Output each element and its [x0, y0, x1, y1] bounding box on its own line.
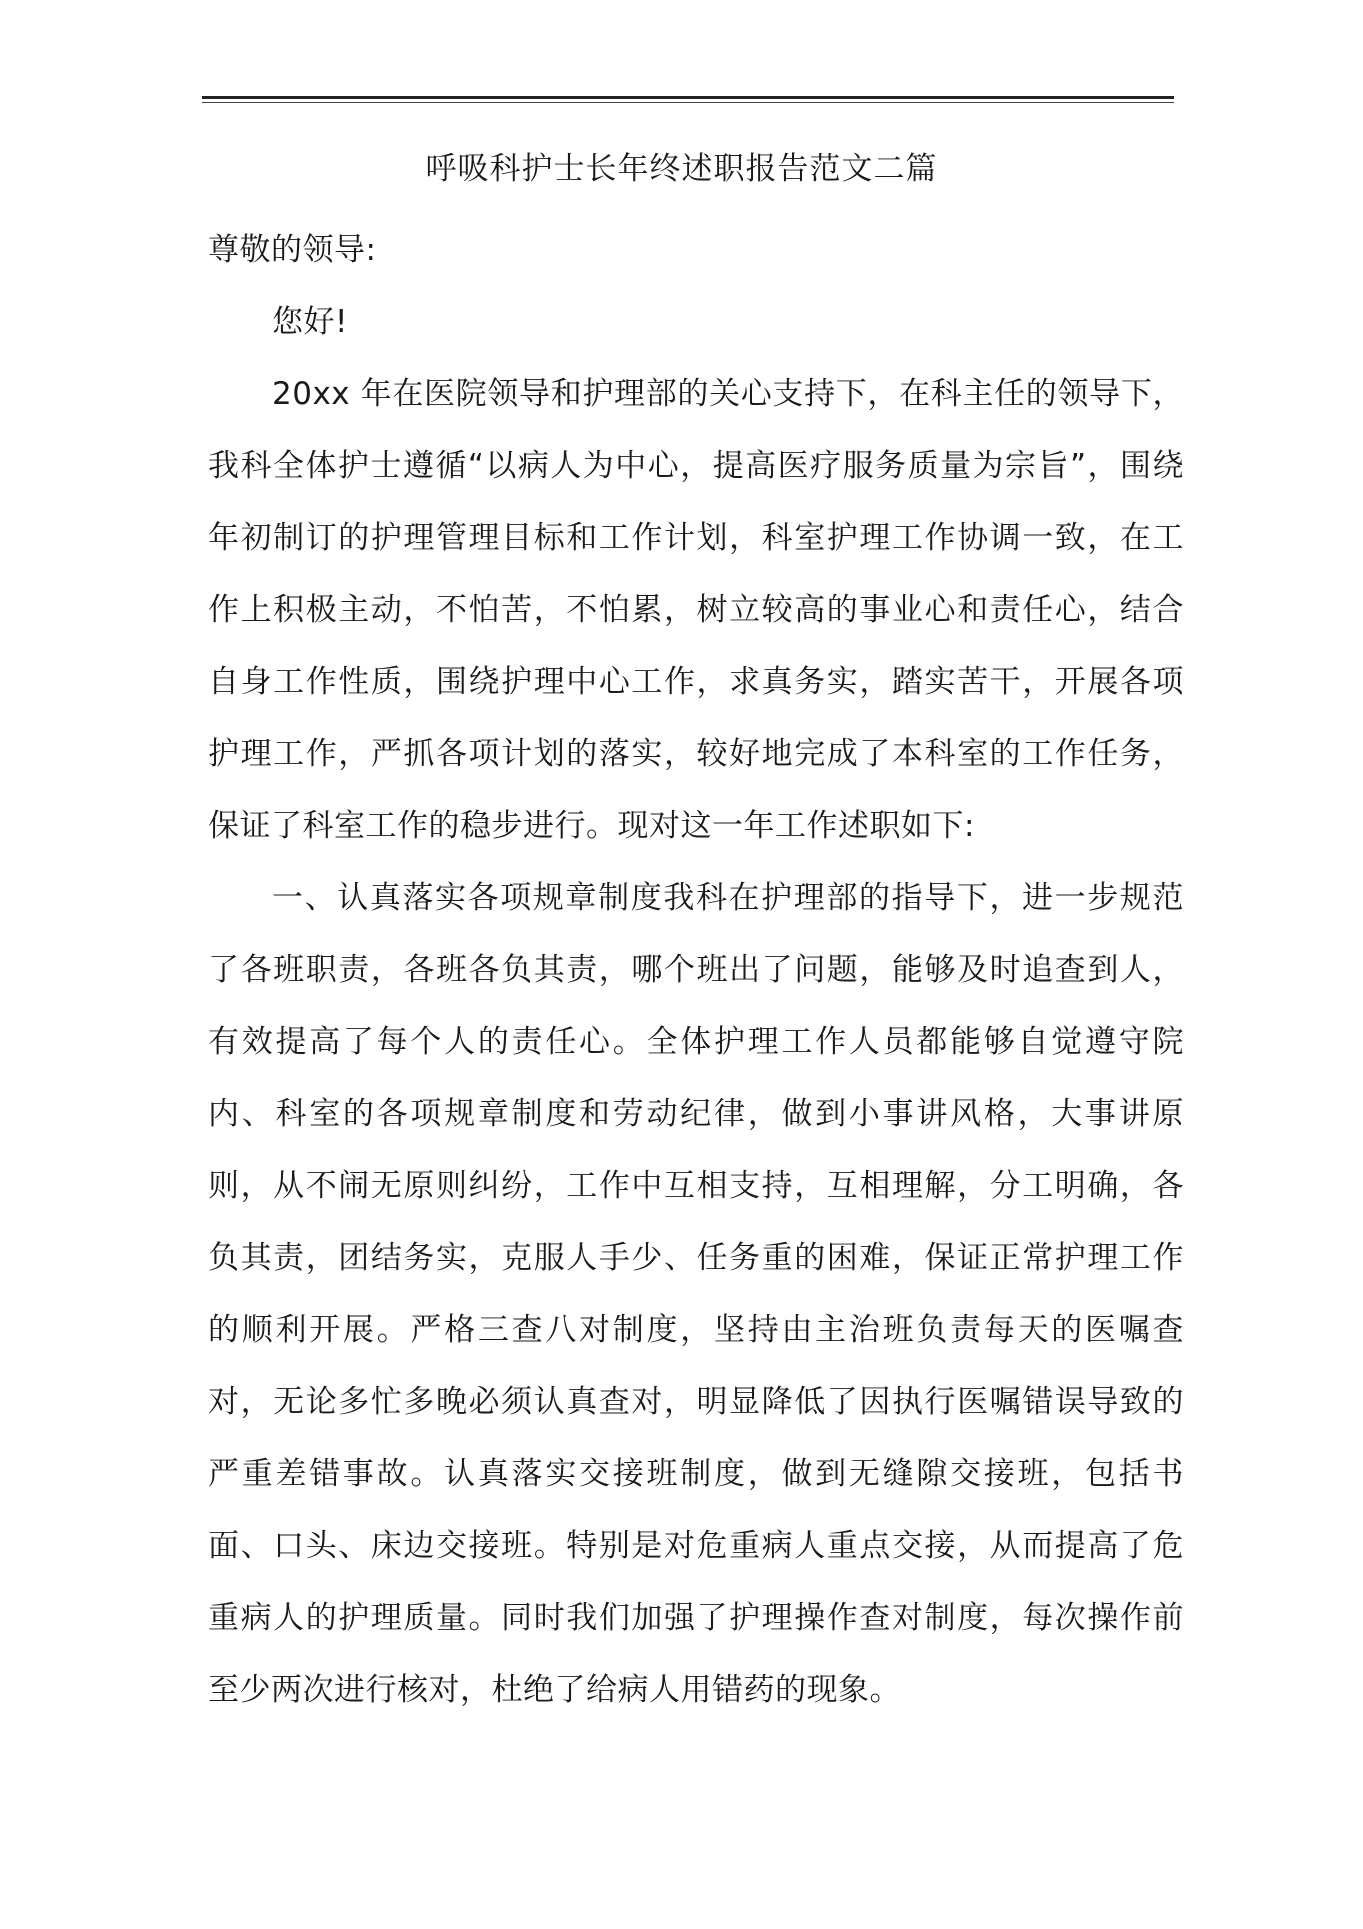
- document-body: [208, 214, 1184, 1726]
- document-title: 呼吸科护士长年终述职报告范文二篇: [425, 151, 938, 187]
- header-rule-thin: [202, 102, 1174, 103]
- header-rule-thick: [202, 96, 1174, 99]
- header-double-rule: [202, 96, 1174, 106]
- greeting: 您好!: [272, 304, 348, 340]
- paragraph-section-one: 一、认真落实各项规章制度我科在护理部的指导下，进一步规范了各班职责，各班各负其责，哪个班出了问题，能够及时追查到人，有效提高了每个人的责任心。全体护理工作人员都能够自觉遵守院内、科室的各项规章制度和劳动纪律，做到小事讲风格，大事讲原则，从不闹无原则纠纷，工作中互相支持，互相理解，分工明确，各负其责，团结务实，克服人手少、任务重的困难，保证正常护理工作的顺利开展。严格三查八对制度，坚持由主治班负责每天的医嘱查对，无论多忙多晚必须认真查对，明显降低了因执行医嘱错误导致的严重差错事故。认真落实交接班制度，做到无缝隙交接班，包括书面、口头、床边交接班。特别是对危重病人重点交接，从而提高了危重病人的护理质量。同时我们加强了护理操作查对制度，每次操作前至少两次进行核对，杜绝了给病人用错药的现象。: [208, 880, 1184, 1708]
- salutation: 尊敬的领导:: [208, 232, 377, 268]
- paragraph-intro: 20xx 年在医院领导和护理部的关心支持下，在科主任的领导下，我科全体护士遵循“以病人为中心，提高医疗服务质量为宗旨”，围绕年初制订的护理管理目标和工作计划，科室护理工作协调一致，在工作上积极主动，不怕苦，不怕累，树立较高的事业心和责任心，结合自身工作性质，围绕护理中心工作，求真务实，踏实苦干，开展各项护理工作，严抓各项计划的落实，较好地完成了本科室的工作任务，保证了科室工作的稳步进行。现对这一年工作述职如下:: [208, 376, 1184, 844]
